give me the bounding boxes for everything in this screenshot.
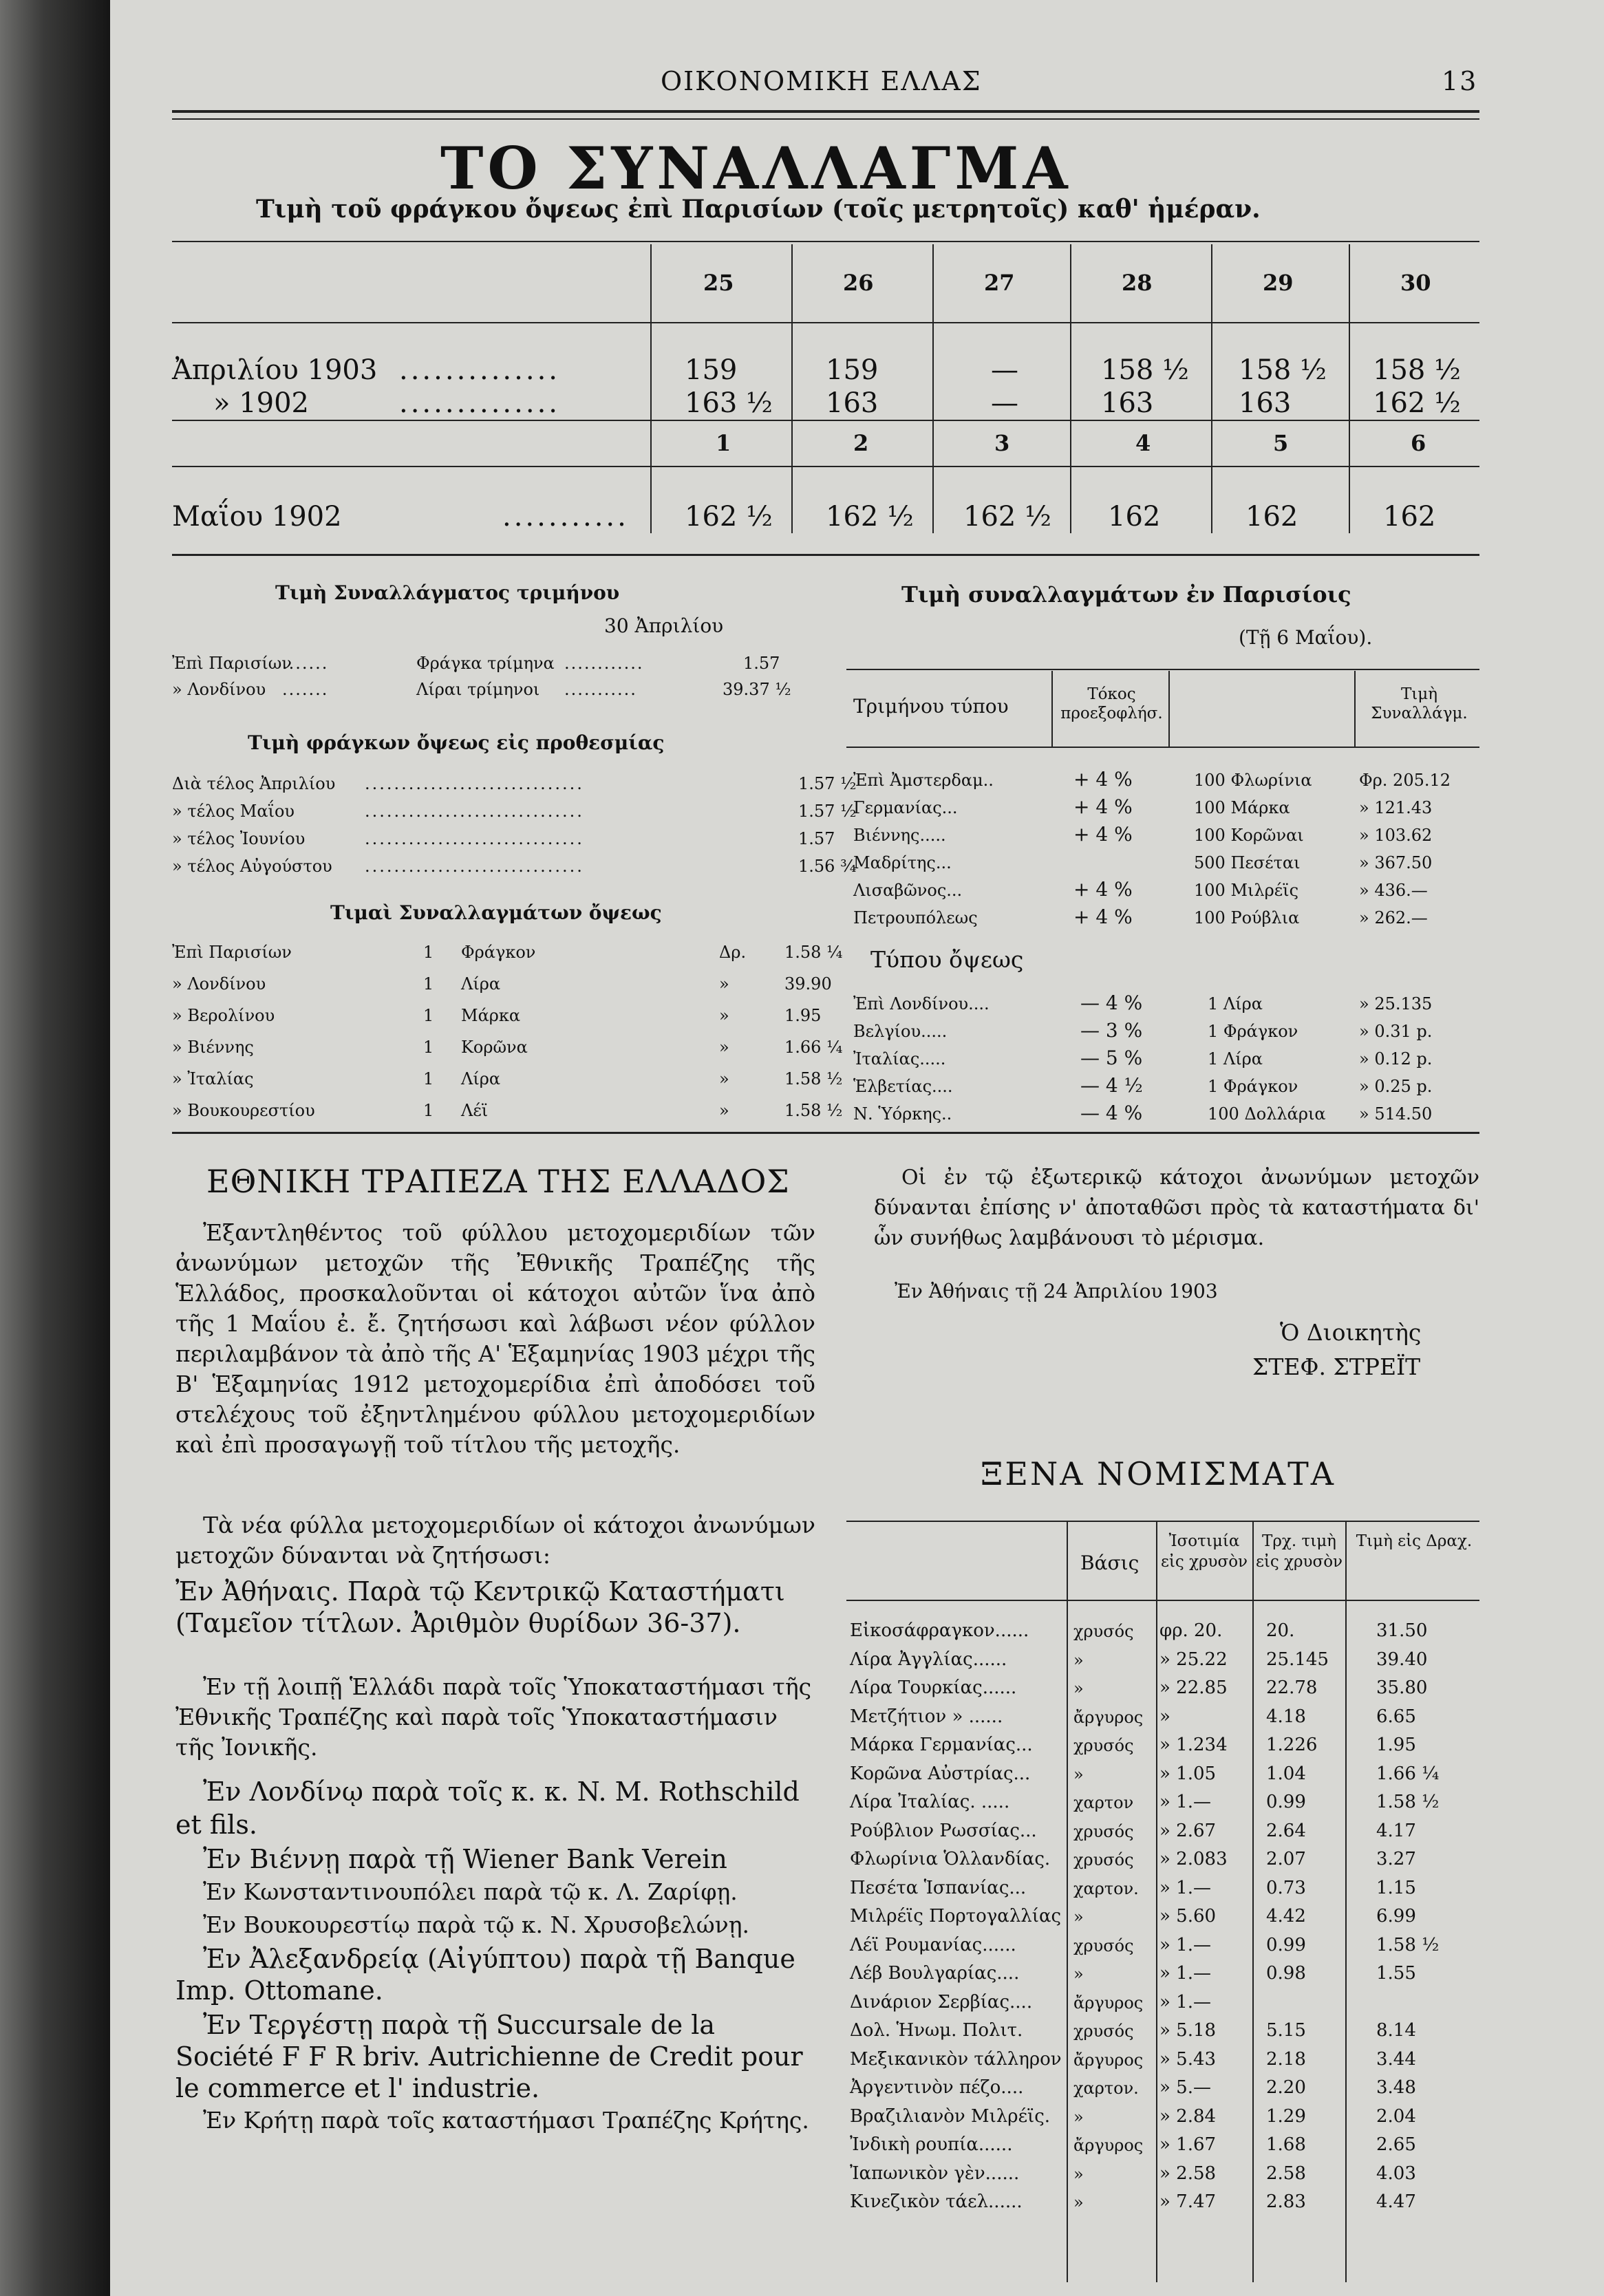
fw-value: 1.56 ¾ (798, 857, 857, 876)
tm-place: Ἐπὶ Παρισίων (172, 654, 292, 673)
coin-cur: 4.18 (1266, 1706, 1306, 1727)
coin-drx: 1.66 ¼ (1376, 1763, 1440, 1784)
coin-drx: 31.50 (1376, 1620, 1428, 1641)
coin-head-base: Βάσις (1080, 1552, 1140, 1574)
coin-head-par: Ἰσοτιμία εἰς χρυσὸν (1160, 1532, 1248, 1571)
coin-drx: 4.03 (1376, 2163, 1416, 2184)
paris-place: Ἐπὶ Ἀμστερδαμ.. (853, 771, 994, 790)
coin-cur: 1.226 (1266, 1735, 1318, 1755)
notice-text: Οἱ ἐν τῷ ἐξωτερικῷ κάτοχοι ἀνωνύμων μετοχῶν δύνανται ἐπίσης ν' ἀποταθῶσι πρὸς τὰ καταστήματα δι' ὧν συνήθως λαμβάνουσι τὸ μέρισμα. (874, 1166, 1479, 1250)
day-25: 25 (703, 270, 734, 296)
cell: 163 (1101, 387, 1154, 419)
paris-place: Λισαβῶνος... (853, 881, 963, 900)
paris-sight-amount: 1 Φράγκον (1208, 1022, 1298, 1041)
coin-par: » 22.85 (1159, 1677, 1228, 1698)
coin-par: » 5.18 (1159, 2020, 1217, 2041)
coin-name: Μάρκα Γερμανίας... (850, 1735, 1033, 1755)
paris-sight-rate: — 4 % (1080, 1102, 1143, 1124)
paris-amount: 100 Ρούβλια (1194, 908, 1300, 927)
cell: — (991, 387, 1018, 419)
coin-name: Δολ. Ἡνωμ. Πολιτ. (850, 2020, 1023, 2041)
coin-cur: 2.58 (1266, 2163, 1306, 2184)
coin-drx: 1.58 ½ (1376, 1934, 1440, 1955)
notice-signature: ΣΤΕΦ. ΣΤΡΕΪΤ (1252, 1353, 1421, 1380)
row-label: » 1902 (213, 387, 309, 419)
paris-rate: + 4 % (1073, 768, 1133, 791)
coin-drx: 1.58 ½ (1376, 1792, 1440, 1812)
paris-amount: 100 Μιλρέϊς (1194, 881, 1299, 900)
sight-cur: » (719, 1006, 729, 1025)
exchange-subtitle: Τιμὴ τοῦ φράγκου ὄψεως ἐπὶ Παρισίων (τοῖς μετρητοῖς) καθ' ἡμέραν. (256, 195, 1261, 224)
day-30: 30 (1400, 270, 1431, 296)
bank-p4: Ἐν τῇ λοιπῇ Ἑλλάδι παρὰ τοῖς Ὑποκαταστήμασι τῆς Ἐθνικῆς Τραπέζης καὶ παρὰ τοῖς Ὑποκαταστήμασιν τῆς Ἰονικῆς. (175, 1673, 812, 1761)
coin-name: Λίρα Τουρκίας...... (850, 1677, 1017, 1698)
header-rule-2 (172, 118, 1479, 120)
bank-p8: Ἐν Βουκουρεστίῳ παρὰ τῷ κ. Ν. Χρυσοβελώνῃ. (203, 1911, 749, 1938)
coin-par: » 1.234 (1159, 1735, 1228, 1755)
cell: 163 (826, 387, 879, 419)
coin-cur: 2.07 (1266, 1849, 1306, 1869)
coin-base: » (1073, 1907, 1084, 1927)
three-month-date: 30 Ἀπριλίου (604, 614, 724, 637)
day-1: 1 (716, 430, 731, 456)
paris-sight-amount: 1 Φράγκον (1208, 1077, 1298, 1096)
coin-drx: 2.04 (1376, 2105, 1416, 2127)
bank-p11: Ἐν Κρήτῃ παρὰ τοῖς καταστήμασι Τραπέζης Κρήτης. (203, 2107, 809, 2134)
fw-label: » τέλος Αὐγούστου (172, 857, 332, 876)
coin-par: » 5.60 (1159, 1906, 1217, 1927)
coin-name: Ἰνδικὴ ρουπία...... (850, 2134, 1013, 2155)
sight-place: » Βιέννης (172, 1038, 254, 1057)
paris-sight-price: » 514.50 (1359, 1104, 1433, 1124)
cell: 163 (1239, 387, 1292, 419)
coin-name: Βραζιλιανὸν Μιλρέϊς. (850, 2105, 1051, 2127)
sight-unit: Λίρα (461, 1069, 501, 1088)
coin-par: » 1.— (1159, 1877, 1211, 1898)
coin-base: » (1073, 1964, 1084, 1984)
coin-cur: 25.145 (1266, 1649, 1329, 1670)
sight-value: 1.58 ¼ (784, 943, 843, 962)
paris-price: » 262.— (1359, 908, 1428, 927)
coin-par: » 5.43 (1159, 2048, 1217, 2070)
day-5: 5 (1273, 430, 1289, 456)
day-26: 26 (843, 270, 874, 296)
coin-drx: 1.55 (1376, 1963, 1416, 1984)
coin-par: » 1.05 (1159, 1763, 1217, 1784)
paris-sight-price: » 0.31 p. (1359, 1022, 1433, 1041)
sight-unit: Μάρκα (461, 1006, 521, 1025)
notice-role: Ὁ Διοικητὴς (1280, 1319, 1422, 1346)
coin-drx: 39.40 (1376, 1649, 1428, 1670)
coin-par: » 25.22 (1159, 1649, 1228, 1670)
cell: 162 ½ (826, 501, 914, 533)
paris-place: Βιέννης..... (853, 826, 946, 845)
coin-cur: 2.18 (1266, 2048, 1306, 2070)
coin-base: » (1073, 2164, 1084, 2184)
coin-par: » 2.083 (1159, 1849, 1228, 1869)
coin-drx: 6.99 (1376, 1906, 1416, 1927)
bank-p7: Ἐν Κωνσταντινουπόλει παρὰ τῷ κ. Λ. Ζαρίφῃ. (203, 1878, 738, 1905)
coin-drx: 8.14 (1376, 2020, 1416, 2041)
paris-place: Γερμανίας... (853, 798, 958, 817)
paris-sight-rate: — 3 % (1080, 1019, 1143, 1042)
coin-cur: 1.68 (1266, 2134, 1306, 2155)
sight-cur: Δρ. (719, 943, 747, 962)
paris-sight-place: Βελγίου..... (853, 1022, 948, 1041)
coin-par: » 1.— (1159, 1792, 1211, 1812)
sight-qty: 1 (423, 1101, 434, 1120)
coin-cur: 0.99 (1266, 1792, 1306, 1812)
day-27: 27 (984, 270, 1015, 296)
fw-value: 1.57 (798, 829, 835, 848)
sight-place: » Ἰταλίας (172, 1069, 254, 1088)
fw-value: 1.57 ½ (798, 802, 857, 821)
paris-price: » 367.50 (1359, 853, 1433, 872)
cell: 158 ½ (1239, 354, 1327, 386)
coin-cur: 0.73 (1266, 1877, 1306, 1898)
day-2: 2 (853, 430, 869, 456)
coin-base: ἄργυρος (1073, 1707, 1144, 1727)
coin-par: » 2.84 (1159, 2105, 1217, 2127)
paris-title: Τιμὴ συναλλαγμάτων ἐν Παρισίοις (901, 581, 1351, 608)
coin-cur: 2.64 (1266, 1820, 1306, 1841)
day-29: 29 (1263, 270, 1294, 296)
coin-name: Πεσέτα Ἱσπανίας... (850, 1877, 1027, 1898)
fw-label: Διὰ τέλος Ἀπριλίου (172, 774, 336, 793)
page-number: 13 (1442, 66, 1478, 96)
sight-cur: » (719, 1101, 729, 1120)
journal-page: ΟΙΚΟΝΟΜΙΚΗ ΕΛΛΑΣ 13 ΤΟ ΣΥΝΑΛΛΑΓΜΑ Τιμὴ τοῦ φράγκου ὄψεως ἐπὶ Παρισίων (τοῖς μετρητοῖς) καθ' ἡμέραν. 25 26 27 28 29 30 Ἀπριλίου 1903 .............. 159 159 — 158 ½ 158 ½ 158 ½ » 1902 .............. 163 ½ 163 — 163 163 162 ½ 1 2 3 4 5 6 Μαΐου 1902 ........... 162 ½ 162 ½ 162 ½ 162 162 162 Τιμὴ Συναλλάγματος τριμήνου 30 Ἀπριλίου Ἐπὶ Παρισίων ....... Φράγκα τρίμηνα ............ 1.57 » Λονδίνου ....... Λίραι τρίμηνοι ........... 39.37 ½ Τιμὴ φράγκων ὄψεως εἰς προθεσμίας Διὰ τέλος Ἀπριλίου » τέλος Μαΐου » τέλος Ἰουνίου » τέλος Αὐγούστου .............................. .............................. .............................. .............................. 1.57 ½ 1.57 ½ 1.57 1.56 ¾ Τιμαὶ Συναλλαγμάτων ὄψεως Ἐπὶ Παρισίων 1 Φράγκον Δρ. 1.58 ¼ » Λονδίνου 1 Λίρα » 39.90 » Βερολίνου 1 Μάρκα » 1.95 » Βιέννης 1 Κορῶνα » 1.66 ¼ » Ἰταλίας 1 Λίρα » 1.58 ½ » Βουκουρεστίου 1 Λέϊ » 1.58 ½ Τιμὴ συναλλαγμάτων ἐν Παρισίοις (Τῇ 6 Μαΐου). Τριμήνου τύπου Τόκος προεξοφλήσ. Τιμὴ Συναλλάγμ. Ἐπὶ Ἀμστερδαμ.. + 4 % 100 Φλωρίνια Φρ. 205.12 Γερμανίας... + 4 % 100 Μάρκα » 121.43 Βιέννης..... + 4 % 100 Κορῶναι » 103.62 Μαδρίτης... 500 Πεσέται » 367.50 Λισαβῶνος... + 4 % 100 Μιλρέϊς » 436.— Πετρουπόλεως + 4 % 100 Ρούβλια » 262.— Τύπου ὄψεως Ἐπὶ Λονδίνου.... — 4 % 1 Λίρα » 25.135 Βελγίου..... — 3 % 1 Φράγκον » 0.31 p. Ἰταλίας..... — 5 % 1 Λίρα » 0.12 p. Ἑλβετίας.... — 4 ½ 1 Φράγκον » 0.25 p. Ν. Ὑόρκης.. — 4 % 100 Δολλάρια » 514.50 ΕΘΝΙΚΗ ΤΡΑΠΕΖΑ ΤΗΣ ΕΛΛΑΔΟΣ Ἐξαντληθέντος τοῦ φύλλου μετοχομεριδίων τῶν ἀνωνύμων μετοχῶν τῆς Ἐθνικῆς Τραπέζης τῆς Ἑλλάδος, προσκαλοῦνται οἱ κάτοχοι αὐτῶν ἵνα ἀπὸ τῆς 1 Μαΐου ἐ. ἔ. ζητήσωσι καὶ λάβωσι νέον φύλλον περιλαμβάνον τὰ ἀπὸ τῆς Α' Ἑξαμηνίας 1903 μέχρι τῆς Β' Ἑξαμηνίας 1912 μετοχομερίδια ἐπὶ ἀποδόσει τοῦ στελέχους τοῦ ἐξηντλημένου φύλλου μετοχομεριδίων καὶ ἐπὶ προσαγωγῇ τοῦ τίτλου τῆς μετοχῆς. Τὰ νέα φύλλα μετοχομεριδίων οἱ κάτοχοι ἀνωνύμων μετοχῶν δύνανται νὰ ζητήσωσι: Ἐν Ἀθήναις. Παρὰ τῷ Κεντρικῷ Καταστήματι (Ταμεῖον τίτλων. Ἀριθμὸν θυρίδων 36-37). Ἐν τῇ λοιπῇ Ἑλλάδι παρὰ τοῖς Ὑποκαταστήμασι τῆς Ἐθνικῆς Τραπέζης καὶ παρὰ τοῖς Ὑποκαταστήμασιν τῆς Ἰονικῆς. Ἐν Λονδίνῳ παρὰ τοῖς κ. κ. N. M. Rothschild et fils. Ἐν Βιέννῃ παρὰ τῇ Wiener Bank Verein Ἐν Κωνσταντινουπόλει παρὰ τῷ κ. Λ. Ζαρίφῃ. Ἐν Βουκουρεστίῳ παρὰ τῷ κ. Ν. Χρυσοβελώνῃ. Ἐν Ἀλεξανδρείᾳ (Αἰγύπτου) παρὰ τῇ Banque Imp. Ottomane. Ἐν Τεργέστῃ παρὰ τῇ Succursale de la Société F F R briv. Autrichienne de Credit pour le commerce et l' industrie. Ἐν Κρήτῃ παρὰ τοῖς καταστήμασι Τραπέζης Κρήτης. Οἱ ἐν τῷ ἐξωτερικῷ κάτοχοι ἀνωνύμων μετοχῶν δύνανται ἐπίσης ν' ἀποταθῶσι πρὸς τὰ καταστήματα δι' ὧν συνήθως λαμβάνουσι τὸ μέρισμα. Ἐν Ἀθήναις τῇ 24 Ἀπριλίου 1903 Ὁ Διοικητὴς ΣΤΕΦ. ΣΤΡΕΪΤ ΞΕΝΑ ΝΟΜΙΣΜΑΤΑ Βάσις Ἰσοτιμία εἰς χρυσὸν Τρχ. τιμὴ εἰς χρυσὸν Τιμὴ εἰς Δραχ. Εἰκοσάφραγκον...... χρυσός φρ. 20. 20. 31.50 Λίρα Ἀγγλίας...... » » 25.22 25.145 39.40 Λίρα Τουρκίας...... » » 22.85 22.78 35.80 Μετζήτιον » ...... ἄργυρος » 4.18 6.65 Μάρκα Γερμανίας... χρυσός » 1.234 1.226 1.95 Κορῶνα Αὐστρίας... » » 1.05 1.04 1.66 ¼ Λίρα Ἰταλίας. ..... χαρτον » 1.— 0.99 1.58 ½ Ρούβλιον Ρωσσίας... χρυσός » 2.67 2.64 4.17 Φλωρίνια Ὁλλανδίας. χρυσός » 2.083 2.07 3.27 Πεσέτα Ἱσπανίας... χαρτον. » 1.— 0.73 1.15 Μιλρέϊς Πορτογαλλίας » » 5.60 4.42 6.99 Λέϊ Ρουμανίας...... χρυσός » 1.— 0.99 1.58 ½ Λέβ Βουλγαρίας.... » » 1.— 0.98 1.55 Δινάριον Σερβίας.... ἄργυρος » 1.— Δολ. Ἡνωμ. Πολιτ. χρυσός » 5.18 5.15 8.14 Μεξικανικὸν τάλληρον ἄργυρος » 5.43 2.18 3.44 Ἀργεντινὸν πέζο.... χαρτον. » 5.— 2.20 3.48 Βραζιλιανὸν Μιλρέϊς. » » 2.84 1.29 2.04 Ἰνδικὴ ρουπία...... ἄργυρος » 1.67 1.68 2.65 Ἰαπωνικὸν γὲν...... » » 2.58 2.58 4.03 Κινεζικὸν τάελ...... » » 7.47 2.83 4.47 (110, 0, 1604, 2296)
sight-unit: Λίρα (461, 974, 501, 994)
coin-name: Ἰαπωνικὸν γὲν...... (850, 2163, 1020, 2184)
coin-drx: 35.80 (1376, 1677, 1428, 1698)
coin-par: » 1.— (1159, 1934, 1211, 1955)
coin-par: » 7.47 (1159, 2191, 1217, 2212)
coin-base: χρυσός (1073, 1935, 1134, 1955)
coin-cur: 20. (1266, 1620, 1295, 1641)
coin-base: χαρτον. (1073, 2079, 1139, 2098)
paris-price: » 103.62 (1359, 826, 1433, 845)
coin-cur: 2.83 (1266, 2191, 1306, 2212)
paris-amount: 500 Πεσέται (1194, 853, 1301, 872)
coin-name: Φλωρίνια Ὁλλανδίας. (850, 1849, 1051, 1869)
coin-cur: 0.99 (1266, 1934, 1306, 1955)
notice-date: Ἐν Ἀθήναις τῇ 24 Ἀπριλίου 1903 (895, 1280, 1218, 1302)
coin-name: Ἀργεντινὸν πέζο.... (850, 2077, 1024, 2098)
day-28: 28 (1122, 270, 1153, 296)
paris-rate: + 4 % (1073, 823, 1133, 846)
bank-p5: Ἐν Λονδίνῳ παρὰ τοῖς κ. κ. N. M. Rothschild et fils. (175, 1777, 800, 1840)
cell: 163 ½ (685, 387, 773, 419)
coin-drx: 1.95 (1376, 1735, 1416, 1755)
coin-base: » (1073, 2193, 1084, 2212)
sight-unit: Φράγκον (461, 943, 536, 962)
day-3: 3 (994, 430, 1010, 456)
coin-base: » (1073, 2107, 1084, 2127)
tm-unit: Λίραι τρίμηνοι (416, 680, 540, 699)
coin-cur: 1.04 (1266, 1763, 1306, 1784)
coin-name: Μιλρέϊς Πορτογαλλίας (850, 1906, 1062, 1927)
coins-title: ΞΕΝΑ ΝΟΜΙΣΜΑΤΑ (981, 1455, 1336, 1492)
bank-p2: Τὰ νέα φύλλα μετοχομεριδίων οἱ κάτοχοι ἀνωνύμων μετοχῶν δύνανται νὰ ζητήσωσι: (175, 1512, 815, 1569)
paris-amount: 100 Κορῶναι (1194, 826, 1304, 845)
sight-qty: 1 (423, 974, 434, 994)
bank-p1: Ἐξαντληθέντος τοῦ φύλλου μετοχομεριδίων τῶν ἀνωνύμων μετοχῶν τῆς Ἐθνικῆς Τραπέζης τῆς Ἑλλάδος, προσκαλοῦνται οἱ κάτοχοι αὐτῶν ἵνα ἀπὸ τῆς 1 Μαΐου ἐ. ἔ. ζητήσωσι καὶ λάβωσι νέον φύλλον περιλαμβάνον τὰ ἀπὸ τῆς Α' Ἑξαμηνίας 1903 μέχρι τῆς Β' Ἑξαμηνίας 1912 μετοχομερίδια ἐπὶ ἀποδόσει τοῦ στελέχους τοῦ ἐξηντλημένου φύλλου μετοχομεριδίων καὶ ἐπὶ προσαγωγῇ τοῦ τίτλου τῆς μετοχῆς. (175, 1219, 815, 1458)
coin-cur: 5.15 (1266, 2020, 1306, 2041)
sight-place: » Λονδίνου (172, 974, 266, 994)
coin-name: Λίρα Ἀγγλίας...... (850, 1649, 1007, 1670)
cell: 162 ½ (1373, 387, 1461, 419)
paris-sight-label: Τύπου ὄψεως (870, 946, 1024, 973)
paris-sight-price: » 0.12 p. (1359, 1049, 1433, 1069)
coin-par: » 2.58 (1159, 2163, 1217, 2184)
coin-drx: 2.65 (1376, 2134, 1416, 2155)
coin-par: » 1.67 (1159, 2134, 1217, 2155)
paris-price: Φρ. 205.12 (1359, 771, 1451, 790)
row-label: Μαΐου 1902 (172, 501, 342, 533)
paris-sight-price: » 25.135 (1359, 994, 1433, 1013)
coin-base: ἄργυρος (1073, 2136, 1144, 2155)
coin-cur: 0.98 (1266, 1963, 1306, 1984)
coin-name: Κορῶνα Αὐστρίας... (850, 1763, 1031, 1784)
coin-base: χρυσός (1073, 1850, 1134, 1869)
row-label: Ἀπριλίου 1903 (172, 354, 378, 386)
cell: 158 ½ (1101, 354, 1189, 386)
paris-sight-place: Ἰταλίας..... (853, 1049, 946, 1069)
paris-price: » 121.43 (1359, 798, 1433, 817)
coin-par: φρ. 20. (1159, 1620, 1223, 1641)
paris-sight-place: Ἐπὶ Λονδίνου.... (853, 994, 990, 1013)
three-month-title: Τιμὴ Συναλλάγματος τριμήνου (275, 581, 620, 604)
coin-name: Λίρα Ἰταλίας. ..... (850, 1792, 1010, 1812)
coin-name: Λέβ Βουλγαρίας.... (850, 1963, 1020, 1984)
sight-unit: Λέϊ (461, 1101, 489, 1120)
coin-cur: 2.20 (1266, 2077, 1306, 2098)
sight-qty: 1 (423, 1038, 434, 1057)
sight-place: » Βερολίνου (172, 1006, 275, 1025)
coin-cur: 22.78 (1266, 1677, 1318, 1698)
paris-place: Πετρουπόλεως (853, 908, 978, 927)
sight-place: » Βουκουρεστίου (172, 1101, 315, 1120)
paris-place: Μαδρίτης... (853, 853, 952, 872)
coin-name: Δινάριον Σερβίας.... (850, 1991, 1033, 2013)
coin-name: Κινεζικὸν τάελ...... (850, 2191, 1023, 2212)
paris-sight-amount: 1 Λίρα (1208, 1049, 1263, 1069)
sight-title: Τιμαὶ Συναλλαγμάτων ὄψεως (330, 901, 662, 924)
sight-cur: » (719, 1069, 729, 1088)
fw-label: » τέλος Μαΐου (172, 802, 295, 821)
day-4: 4 (1135, 430, 1151, 456)
cell: 162 (1245, 501, 1298, 533)
paris-amount: 100 Μάρκα (1194, 798, 1290, 817)
coin-head-drx: Τιμὴ εἰς Δραχ. (1356, 1532, 1473, 1550)
cell: — (991, 354, 1018, 386)
paris-sight-rate: — 5 % (1080, 1047, 1143, 1069)
cell: 162 ½ (963, 501, 1051, 533)
sight-value: 1.66 ¼ (784, 1038, 843, 1057)
coin-drx: 1.15 (1376, 1877, 1416, 1898)
coin-drx: 4.17 (1376, 1820, 1416, 1841)
paris-rate: + 4 % (1073, 795, 1133, 818)
coin-name: Μετζήτιον » ...... (850, 1706, 1003, 1727)
book-spine (0, 0, 110, 2296)
sight-cur: » (719, 974, 729, 994)
coin-par: » 5.— (1159, 2077, 1211, 2098)
coin-base: » (1073, 1764, 1084, 1784)
coin-base: χρυσός (1073, 1821, 1134, 1841)
sight-unit: Κορῶνα (461, 1038, 528, 1057)
bank-p10: Ἐν Τεργέστῃ παρὰ τῇ Succursale de la Société F F R briv. Autrichienne de Credit pour le commerce et l' industrie. (175, 2010, 803, 2103)
coin-cur: 4.42 (1266, 1906, 1306, 1927)
bank-p9: Ἐν Ἀλεξανδρείᾳ (Αἰγύπτου) παρὰ τῇ Banque Imp. Ottomane. (175, 1944, 795, 2006)
sight-value: 1.58 ½ (784, 1101, 843, 1120)
paris-col-price: Τιμὴ Συναλλάγμ. (1371, 685, 1468, 722)
paris-sight-price: » 0.25 p. (1359, 1077, 1433, 1096)
coin-base: χρυσός (1073, 1622, 1134, 1641)
coin-drx: 3.44 (1376, 2048, 1416, 2070)
paris-rate: + 4 % (1073, 878, 1133, 901)
cell: 162 ½ (685, 501, 773, 533)
sight-value: 1.58 ½ (784, 1069, 843, 1088)
paris-date: (Τῇ 6 Μαΐου). (1239, 626, 1373, 649)
coin-name: Λέϊ Ρουμανίας...... (850, 1934, 1016, 1955)
coin-name: Ρούβλιον Ρωσσίας... (850, 1820, 1037, 1841)
sight-value: 1.95 (784, 1006, 822, 1025)
paris-sight-rate: — 4 % (1080, 991, 1143, 1014)
sight-cur: » (719, 1038, 729, 1057)
coin-drx: 4.47 (1376, 2191, 1416, 2212)
tm-value: 39.37 ½ (723, 680, 791, 699)
paris-sight-rate: — 4 ½ (1080, 1074, 1143, 1097)
tm-place: » Λονδίνου (172, 680, 266, 699)
paris-sight-amount: 100 Δολλάρια (1208, 1104, 1326, 1124)
paris-col-rate: Τόκος προεξοφλήσ. (1060, 685, 1163, 722)
coin-base: χρυσός (1073, 1736, 1134, 1755)
paris-sight-place: Ἑλβετίας.... (853, 1077, 953, 1096)
cell: 162 (1383, 501, 1436, 533)
cell: 162 (1108, 501, 1161, 533)
forward-title: Τιμὴ φράγκων ὄψεως εἰς προθεσμίας (248, 731, 665, 754)
coin-drx: 3.27 (1376, 1849, 1416, 1869)
coin-par: » 2.67 (1159, 1820, 1217, 1841)
header-rule (172, 110, 1479, 113)
sight-qty: 1 (423, 943, 434, 962)
paris-sight-amount: 1 Λίρα (1208, 994, 1263, 1013)
fw-value: 1.57 ½ (798, 774, 857, 793)
coin-base: ἄργυρος (1073, 1993, 1144, 2013)
sight-value: 39.90 (784, 974, 832, 994)
exchange-title: ΤΟ ΣΥΝΑΛΛΑΓΜΑ (440, 134, 1072, 202)
paris-sight-place: Ν. Ὑόρκης.. (853, 1104, 952, 1124)
cell: 159 (685, 354, 738, 386)
coin-base: χαρτον (1073, 1793, 1134, 1812)
coin-name: Μεξικανικὸν τάλληρον (850, 2048, 1062, 2070)
cell: 158 ½ (1373, 354, 1461, 386)
sight-qty: 1 (423, 1069, 434, 1088)
bank-title: ΕΘΝΙΚΗ ΤΡΑΠΕΖΑ ΤΗΣ ΕΛΛΑΔΟΣ (206, 1163, 790, 1200)
tm-unit: Φράγκα τρίμηνα (416, 654, 555, 673)
running-title: ΟΙΚΟΝΟΜΙΚΗ ΕΛΛΑΣ (661, 66, 982, 96)
sight-place: Ἐπὶ Παρισίων (172, 943, 292, 962)
coin-name: Εἰκοσάφραγκον...... (850, 1620, 1029, 1641)
coin-cur: 1.29 (1266, 2105, 1306, 2127)
paris-col-type: Τριμήνου τύπου (853, 695, 1009, 718)
coin-par: » (1159, 1706, 1170, 1727)
tm-value: 1.57 (743, 654, 780, 673)
coin-base: » (1073, 1679, 1084, 1698)
coin-head-cur: Τρχ. τιμὴ εἰς χρυσὸν (1255, 1532, 1343, 1571)
day-6: 6 (1411, 430, 1426, 456)
paris-rate: + 4 % (1073, 905, 1133, 928)
coin-drx: 3.48 (1376, 2077, 1416, 2098)
bank-p6: Ἐν Βιέννῃ παρὰ τῇ Wiener Bank Verein (203, 1844, 727, 1874)
bank-p3: Ἐν Ἀθήναις. Παρὰ τῷ Κεντρικῷ Καταστήματι (Ταμεῖον τίτλων. Ἀριθμὸν θυρίδων 36-37). (175, 1576, 785, 1638)
fw-label: » τέλος Ἰουνίου (172, 829, 306, 848)
paris-price: » 436.— (1359, 881, 1428, 900)
coin-base: » (1073, 1650, 1084, 1670)
coin-base: ἄργυρος (1073, 2050, 1144, 2070)
cell: 159 (826, 354, 879, 386)
coin-base: χρυσός (1073, 2021, 1134, 2041)
coin-par: » 1.— (1159, 1991, 1211, 2013)
paris-amount: 100 Φλωρίνια (1194, 771, 1312, 790)
sight-qty: 1 (423, 1006, 434, 1025)
coin-base: χαρτον. (1073, 1878, 1139, 1898)
coin-par: » 1.— (1159, 1963, 1211, 1984)
coin-drx: 6.65 (1376, 1706, 1416, 1727)
